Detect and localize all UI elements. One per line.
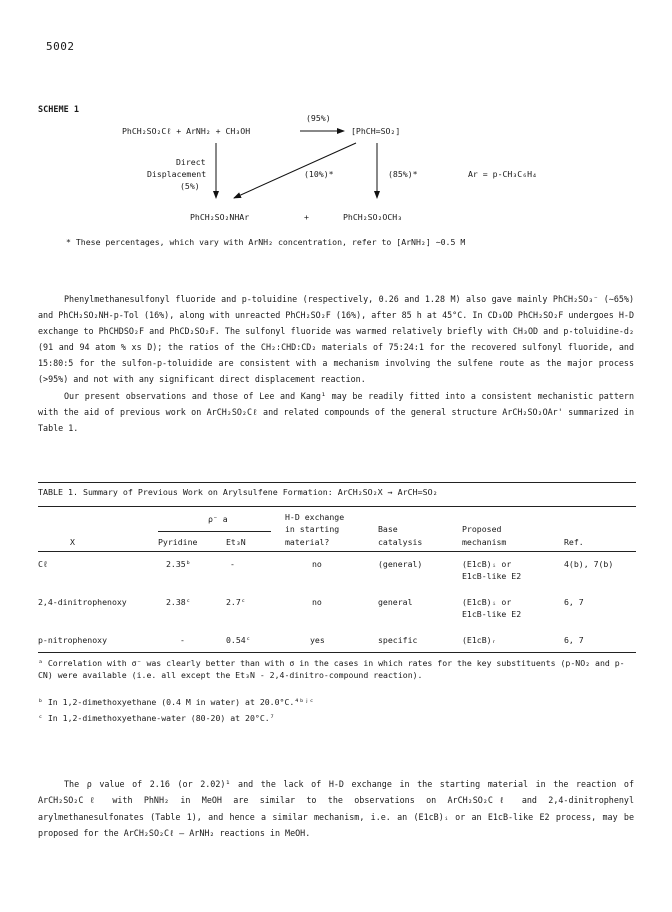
page-number: 5002 [46, 40, 75, 53]
table-row-2-et3n: 2.7ᶜ [226, 597, 246, 607]
table-row-2-pyridine: 2.38ᶜ [166, 597, 191, 607]
scheme-direct-1: Direct [176, 157, 206, 167]
scheme-product-2: PhCH₂SO₂OCH₃ [343, 212, 403, 222]
scheme-ar-def: Ar = p-CH₃C₆H₄ [468, 169, 538, 179]
table-header-x: X [70, 537, 75, 547]
table-row-2-ref: 6, 7 [564, 597, 584, 607]
table-header-rho: ρ⁻ a [208, 514, 228, 524]
scheme-direct-3: (5%) [180, 181, 200, 191]
table-row-3-x: p-nitrophenoxy [38, 635, 108, 645]
table-row-3-ref: 6, 7 [564, 635, 584, 645]
table-header-mech-2: mechanism [462, 537, 507, 547]
arrow-diagonal [234, 143, 356, 198]
table-row-1-et3n: - [230, 559, 235, 569]
scheme-product-1: PhCH₂SO₂NHAr [190, 212, 250, 222]
table-row-2-base: general [378, 597, 413, 607]
table-rule-header [38, 551, 636, 552]
scheme-reactants: PhCH₂SO₂Cℓ + ArNH₂ + CH₃OH [122, 126, 251, 136]
scheme-plus: + [304, 212, 309, 222]
paragraph-2: Our present observations and those of Lee and Kang¹ may be readily fitted into a consistent mechanistic pattern with the aid of previous work on ArCH₂SO₂Cℓ and related compounds of the general structure ArCH₂SO₂OAr' summarized in Table 1. [38, 390, 634, 433]
table-row-2-mech-1: (E1cB)ᵢ or [462, 597, 512, 607]
table-footnote-c: ᶜ In 1,2-dimethoxyethane-water (80-20) at 20°C.⁷ [38, 713, 275, 723]
table-footnote-a: ᵃ Correlation with σ⁻ was clearly better than with σ in the cases in which rates for the key substituents (p-NO₂ and p-CN) were available (i.e. all except the Et₃N - 2,4-dinitro-compound reaction). [38, 658, 625, 680]
table-rule-title [38, 506, 636, 507]
table-header-base-2: catalysis [378, 537, 423, 547]
table-row-1-mech-2: E1cB-like E2 [462, 571, 522, 581]
table-header-base-1: Base [378, 524, 398, 534]
table-title: TABLE 1. Summary of Previous Work on Arylsulfene Formation: ArCH₂SO₂X → ArCH=SO₂ [38, 487, 438, 497]
table-row-1-x: Cℓ [38, 559, 48, 569]
table-row-3-base: specific [378, 635, 418, 645]
scheme-direct-2: Displacement [147, 169, 207, 179]
scheme-pct-diag: (10%)* [304, 169, 334, 179]
scheme-footnote: * These percentages, which vary with ArNH₂ concentration, refer to [ArNH₂] ∼0.5 M [66, 237, 466, 247]
scheme-pct-right: (85%)* [388, 169, 418, 179]
table-header-hd-3: material? [285, 537, 330, 547]
table-row-3-hd: yes [310, 635, 325, 645]
table-rule-bottom [38, 652, 636, 653]
paragraph-1: Phenylmethanesulfonyl fluoride and p-toluidine (respectively, 0.26 and 1.28 M) also gave mainly PhCH₂SO₃⁻ (∼65%) and PhCH₂SO₂NH-p-Tol (16%), along with unreacted PhCH₂SO₂F (16%), after 85 h at 45°C. In CD₃OD PhCH₂SO₂F undergoes H-D exchange to PhCHDSO₂F and PhCD₂SO₂F. The sulfonyl fluoride was warmed relatively briefly with CH₃OD and p-toluidine-d₂ (91 and 94 atom % xs D); the ratios of the CH₂:CHD:CD₂ materials of 75:24:1 for the recovered sulfonyl fluoride, and 15:80:5 for the sulfon-p-toluidide are consistent with a mechanism involving the sulfene route as the major process (>95%) and not with any significant direct displacement reaction. [38, 294, 634, 385]
paragraph-3: The ρ value of 2.16 (or 2.02)¹ and the lack of H-D exchange in the starting material in the reaction of ArCH₂SO₂Cℓ with PhNH₂ in MeOH are similar to the observations on ArCH₂SO₂Cℓ and 2,4-dinitrophenyl arylmethanesulfonates (Table 1), and hence a similar mechanism, i.e. an (E1cB)ᵢ or an E1cB-like E2 process, may be proposed for the ArCH₂SO₂Cℓ – ArNH₂ reactions in MeOH. [38, 779, 634, 838]
table-header-et3n: Et₃N [226, 537, 246, 547]
scheme-sulfene: [PhCH=SO₂] [351, 126, 401, 136]
scheme-title: SCHEME 1 [38, 105, 79, 115]
table-row-2-x: 2,4-dinitrophenoxy [38, 597, 127, 607]
table-row-2-mech-2: E1cB-like E2 [462, 609, 522, 619]
table-row-3-et3n: 0.54ᶜ [226, 635, 251, 645]
table-row-1-pyridine: 2.35ᵇ [166, 559, 191, 569]
table-header-pyridine: Pyridine [158, 537, 198, 547]
table-row-1-ref: 4(b), 7(b) [564, 559, 614, 569]
table-row-1-mech-1: (E1cB)ᵢ or [462, 559, 512, 569]
table-footnote-b: ᵇ In 1,2-dimethoxyethane (0.4 M in water) at 20.0°C.⁴ᵇʲᶜ [38, 697, 315, 707]
table-row-3-pyridine: - [180, 635, 185, 645]
table-row-2-hd: no [312, 597, 322, 607]
table-header-ref: Ref. [564, 537, 584, 547]
table-header-mech-1: Proposed [462, 524, 502, 534]
body-text [38, 291, 634, 436]
table-header-hd-1: H-D exchange [285, 512, 345, 522]
table-row-1-base: (general) [378, 559, 423, 569]
table-rule-rho [158, 531, 271, 532]
table-rule-top [38, 482, 636, 483]
table-row-3-mech-1: (E1cB)ᵣ [462, 635, 497, 645]
scheme-pct-top: (95%) [306, 113, 331, 123]
table-row-1-hd: no [312, 559, 322, 569]
final-text [38, 776, 634, 841]
table-header-hd-2: in starting [285, 524, 340, 534]
